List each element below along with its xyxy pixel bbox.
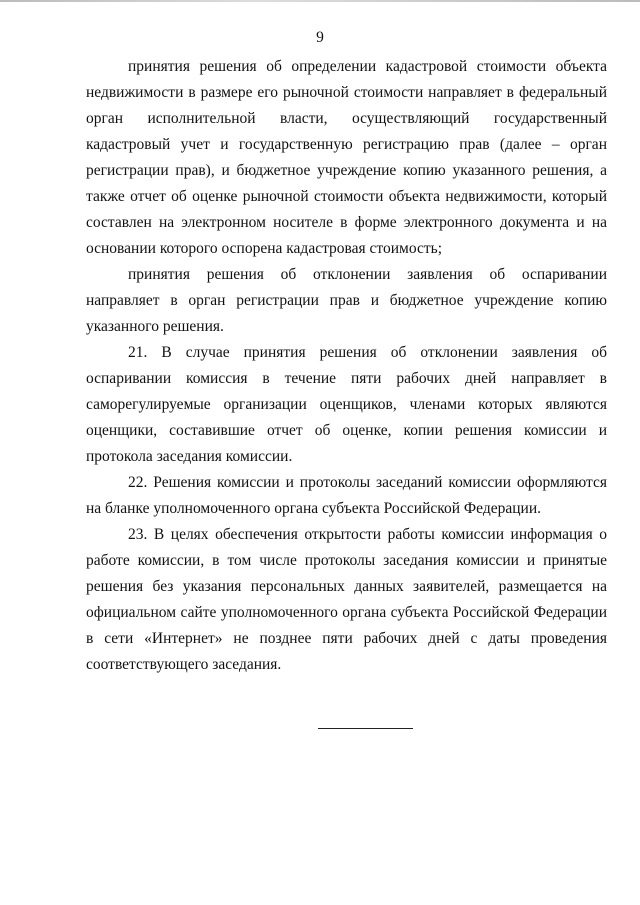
paragraph-decision-reject: принятия решения об отклонении заявления об оспаривании направляет в орган регистрации прав и бюджетное учреждение копию указанного решения. [86,266,607,335]
paragraph-23: 23. В целях обеспечения открытости работы комиссии информация о работе комиссии, в том числе протоколы заседания комиссии и принятые решения без указания персональных данных заявителей, размещается на официальном сайте уполномоченного органа субъекта Российской Федерации в сети «Интернет» не позднее пяти рабочих дней с даты проведения соответствующего заседания. [86,526,607,673]
scan-edge [0,0,640,2]
page-number: 9 [316,29,324,46]
paragraph-22: 22. Решения комиссии и протоколы заседаний комиссии оформляются на бланке уполномоченного органа субъекта Российской Федерации. [86,474,607,517]
paragraph-21: 21. В случае принятия решения об отклонении заявления об оспаривании комиссия в течение пяти рабочих дней направляет в саморегулируемые организации оценщиков, членами которых являются оценщики, составившие отчет об оценке, копии решения комиссии и протокола заседания комиссии. [86,344,607,465]
document-body [86,54,607,678]
end-separator-line [318,728,413,729]
paragraph-decision-kadastr: принятия решения об определении кадастровой стоимости объекта недвижимости в размере его рыночной стоимости направляет в федеральный орган исполнительной власти, осуществляющий государственный кадастровый учет и государственную регистрацию прав (далее – орган регистрации прав), и бюджетное учреждение копию указанного решения, а также отчет об оценке рыночной стоимости объекта недвижимости, который составлен на электронном носителе в форме электронного документа и на основании которого оспорена кадастровая стоимость; [86,58,607,257]
